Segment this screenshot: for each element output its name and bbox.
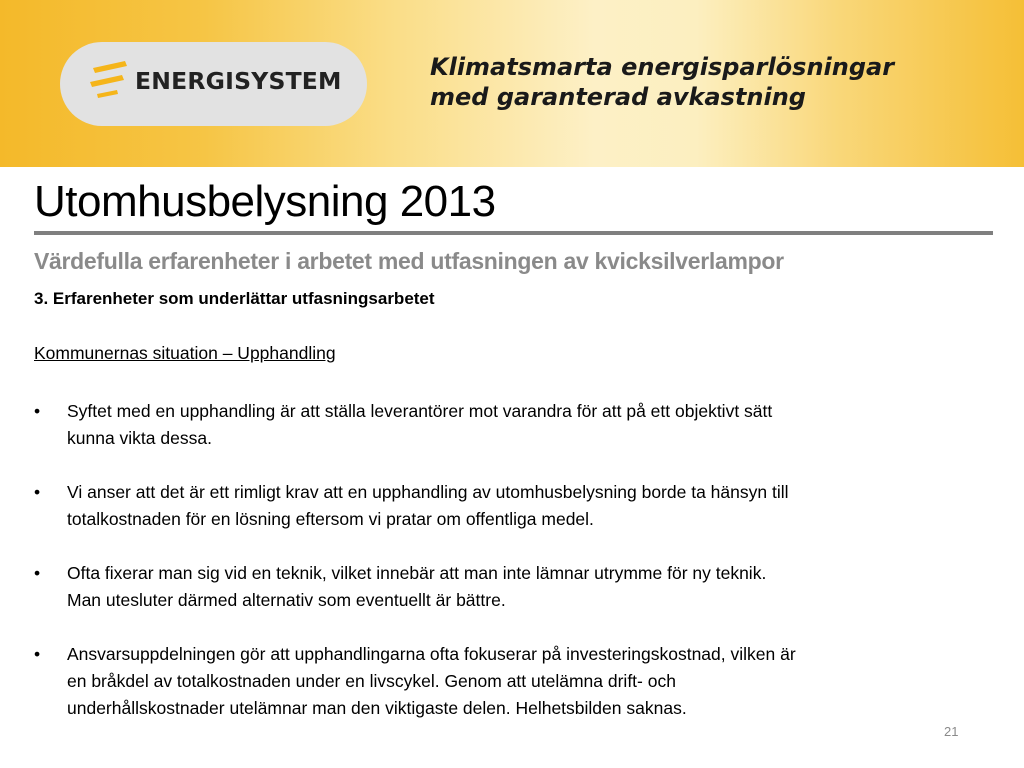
bullet-line: Ansvarsuppdelningen gör att upphandlingarna ofta fokuserar på investeringskostnad, vilken är (67, 644, 796, 664)
bullet-dot: • (34, 482, 41, 502)
bullet-item (34, 479, 964, 533)
bullet-line: Vi anser att det är ett rimligt krav att en upphandling av utomhusbelysning borde ta hänsyn till (67, 482, 789, 502)
bullet-line: Ofta fixerar man sig vid en teknik, vilket innebär att man inte lämnar utrymme för ny teknik. (67, 563, 767, 583)
logo (60, 42, 367, 126)
bullet-line: underhållskostnader utelämnar man den viktigaste delen. Helhetsbilden saknas. (67, 698, 687, 718)
slide-title: Utomhusbelysning 2013 (34, 177, 496, 226)
bullet-line: Syftet med en upphandling är att ställa leverantörer mot varandra för att på ett objektivt sätt (67, 401, 773, 421)
topic-heading: Kommunernas situation – Upphandling (34, 343, 336, 363)
page-number: 21 (944, 724, 959, 739)
header-banner (0, 0, 1024, 167)
energisystem-logo-icon (87, 58, 133, 98)
tagline-line-1: Klimatsmarta energisparlösningar (430, 53, 895, 81)
bullet-line: totalkostnaden för en lösning eftersom vi pratar om offentliga medel. (67, 509, 594, 529)
bullet-item (34, 560, 964, 614)
bullet-list (34, 398, 964, 749)
bullet-dot: • (34, 401, 41, 421)
logo-text: ENERGISYSTEM (135, 67, 342, 95)
bullet-line: kunna vikta dessa. (67, 428, 212, 448)
bullet-dot: • (34, 563, 41, 583)
bullet-line: Man utesluter därmed alternativ som eventuellt är bättre. (67, 590, 506, 610)
tagline-line-2: med garanterad avkastning (430, 83, 806, 111)
bullet-dot: • (34, 644, 41, 664)
title-divider (34, 231, 993, 235)
bullet-line: en bråkdel av totalkostnaden under en livscykel. Genom att utelämna drift- och (67, 671, 676, 691)
bullet-item (34, 641, 964, 722)
tagline (430, 52, 894, 112)
bullet-item (34, 398, 964, 452)
slide-subtitle: Värdefulla erfarenheter i arbetet med utfasningen av kvicksilverlampor (34, 248, 784, 274)
section-heading: 3. Erfarenheter som underlättar utfasningsarbetet (34, 289, 435, 308)
